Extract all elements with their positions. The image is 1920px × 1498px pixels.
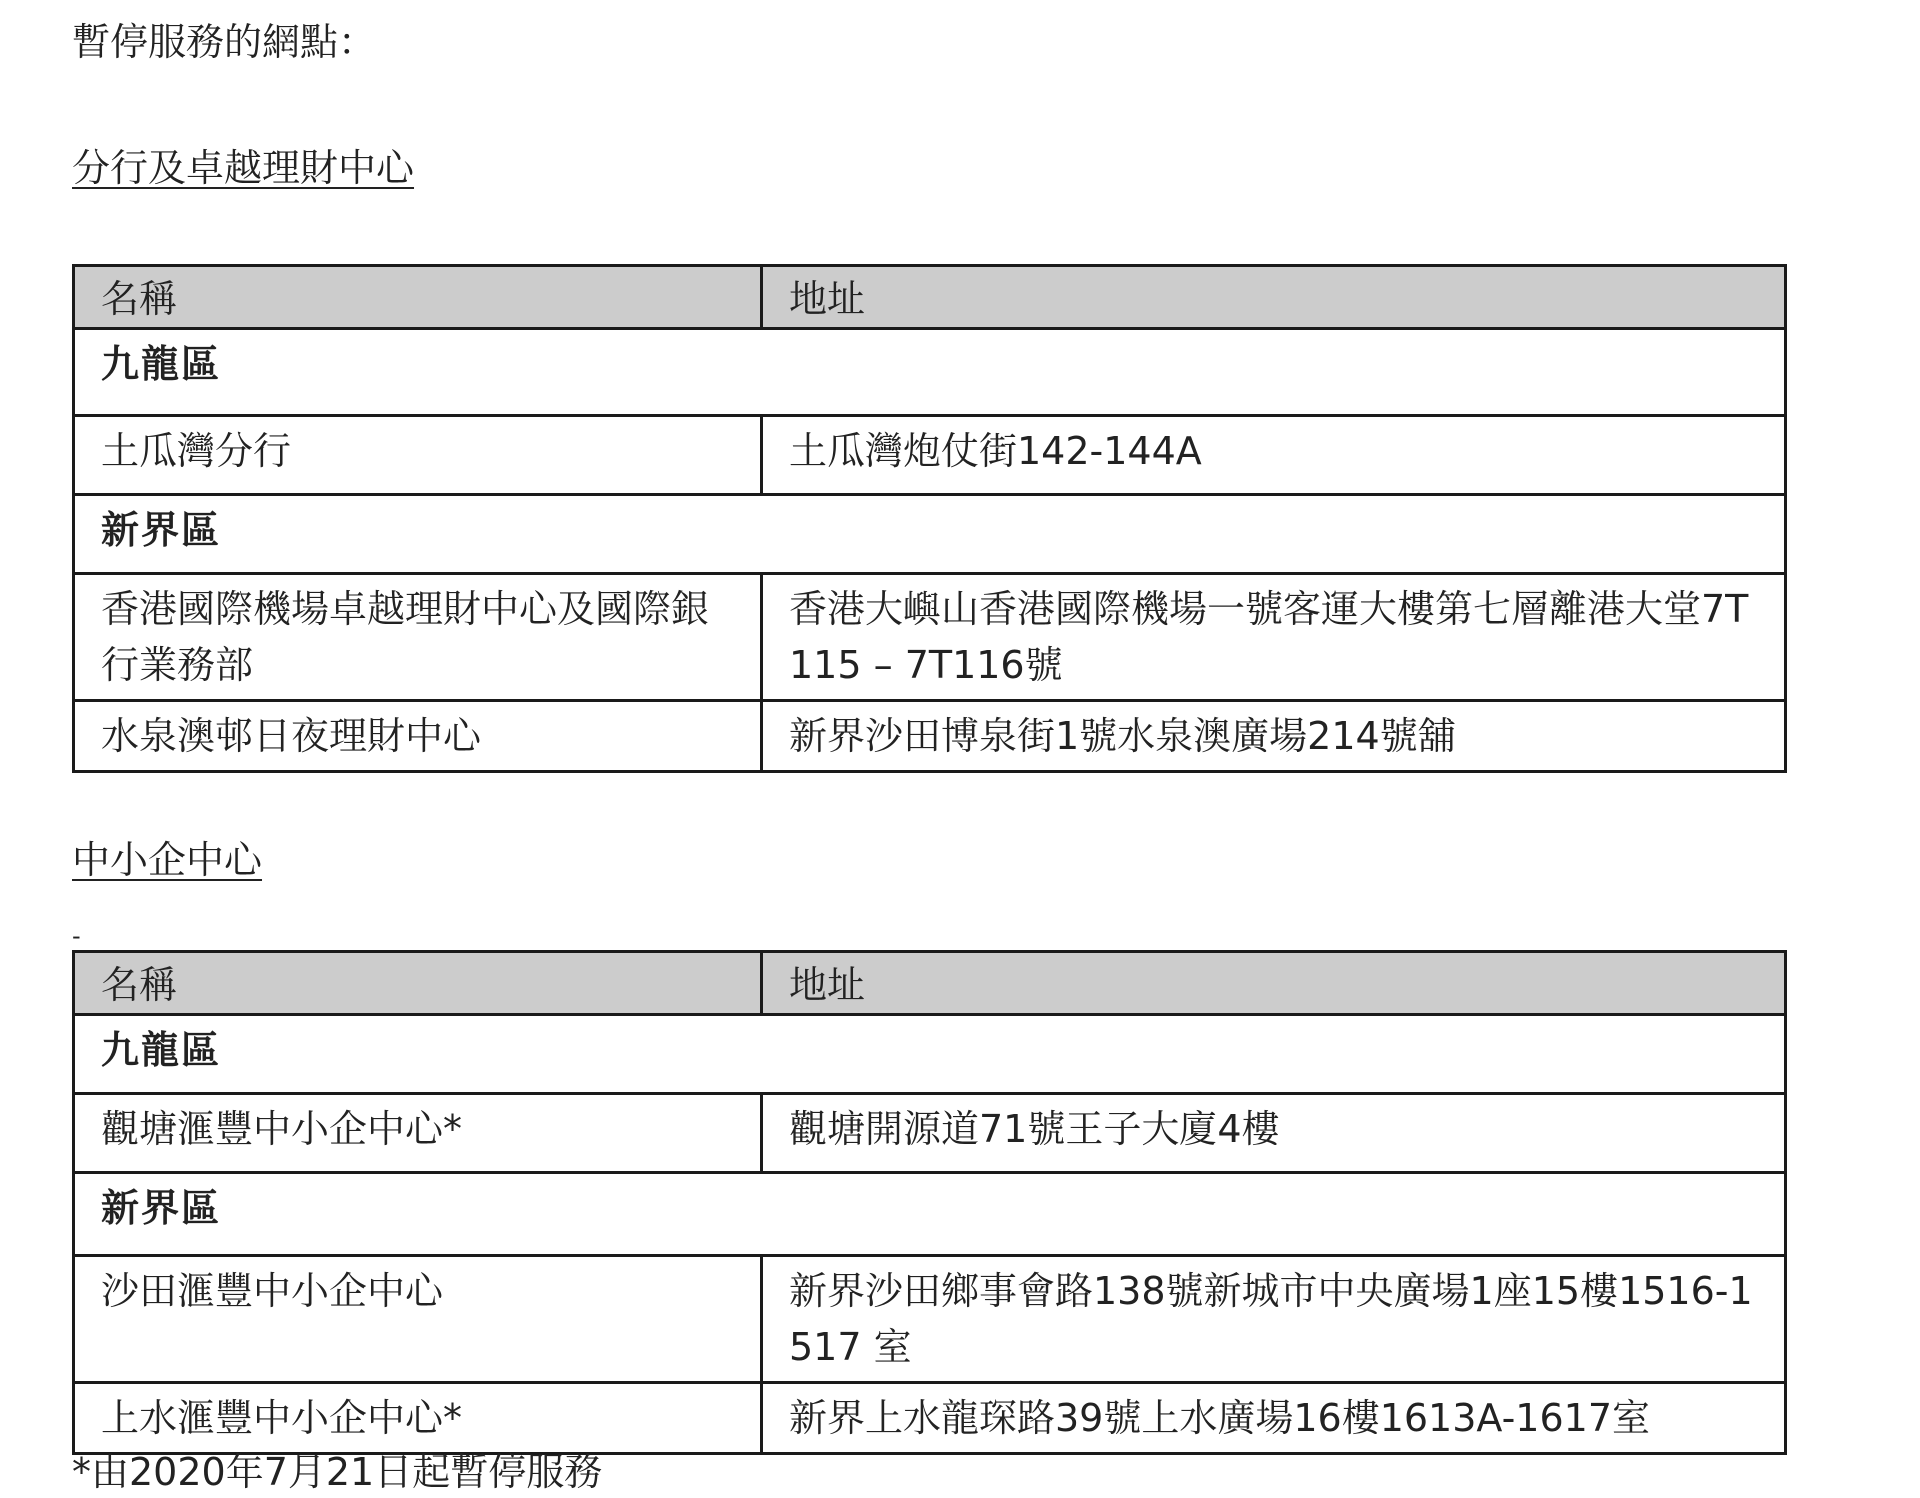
section-title-sme-centres[interactable]: 中小企中心 [72, 838, 263, 882]
region-label-new-territories: 新界區 [74, 1173, 1786, 1256]
table-header-row [74, 266, 1786, 329]
column-header-address: 地址 [762, 266, 1786, 329]
table-row [74, 1256, 1786, 1383]
branch-name: 香港國際機場卓越理財中心及國際銀行業務部 [74, 574, 762, 701]
table-row [74, 701, 1786, 772]
section-title-branches[interactable]: 分行及卓越理財中心 [72, 146, 415, 190]
table-row [74, 1383, 1786, 1454]
column-header-name: 名稱 [74, 952, 762, 1015]
branch-name: 水泉澳邨日夜理財中心 [74, 701, 762, 772]
table-row [74, 416, 1786, 495]
branch-address: 香港大嶼山香港國際機場一號客運大樓第七層離港大堂7T115 – 7T116號 [762, 574, 1786, 701]
separator-mark: - [72, 922, 81, 950]
centre-name: 上水滙豐中小企中心* [74, 1383, 762, 1454]
region-label-kowloon: 九龍區 [74, 329, 1786, 416]
page-title: 暫停服務的網點： [72, 20, 377, 64]
region-row [74, 495, 1786, 574]
centre-name: 觀塘滙豐中小企中心* [74, 1094, 762, 1173]
table-row [74, 574, 1786, 701]
region-label-new-territories: 新界區 [74, 495, 1786, 574]
sme-centres-table [72, 950, 1787, 1455]
region-row [74, 1173, 1786, 1256]
footnote: *由2020年7月21日起暫停服務 [72, 1450, 603, 1494]
table-row [74, 1094, 1786, 1173]
branches-table [72, 264, 1787, 773]
branch-address: 新界沙田博泉街1號水泉澳廣場214號舖 [762, 701, 1786, 772]
centre-address: 觀塘開源道71號王子大廈4樓 [762, 1094, 1786, 1173]
centre-name: 沙田滙豐中小企中心 [74, 1256, 762, 1383]
region-row [74, 1015, 1786, 1094]
centre-address: 新界沙田鄉事會路138號新城市中央廣場1座15樓1516-1517 室 [762, 1256, 1786, 1383]
centre-address: 新界上水龍琛路39號上水廣場16樓1613A-1617室 [762, 1383, 1786, 1454]
column-header-address: 地址 [762, 952, 1786, 1015]
table-header-row [74, 952, 1786, 1015]
region-label-kowloon: 九龍區 [74, 1015, 1786, 1094]
region-row [74, 329, 1786, 416]
branch-name: 土瓜灣分行 [74, 416, 762, 495]
column-header-name: 名稱 [74, 266, 762, 329]
branch-address: 土瓜灣炮仗街142-144A [762, 416, 1786, 495]
